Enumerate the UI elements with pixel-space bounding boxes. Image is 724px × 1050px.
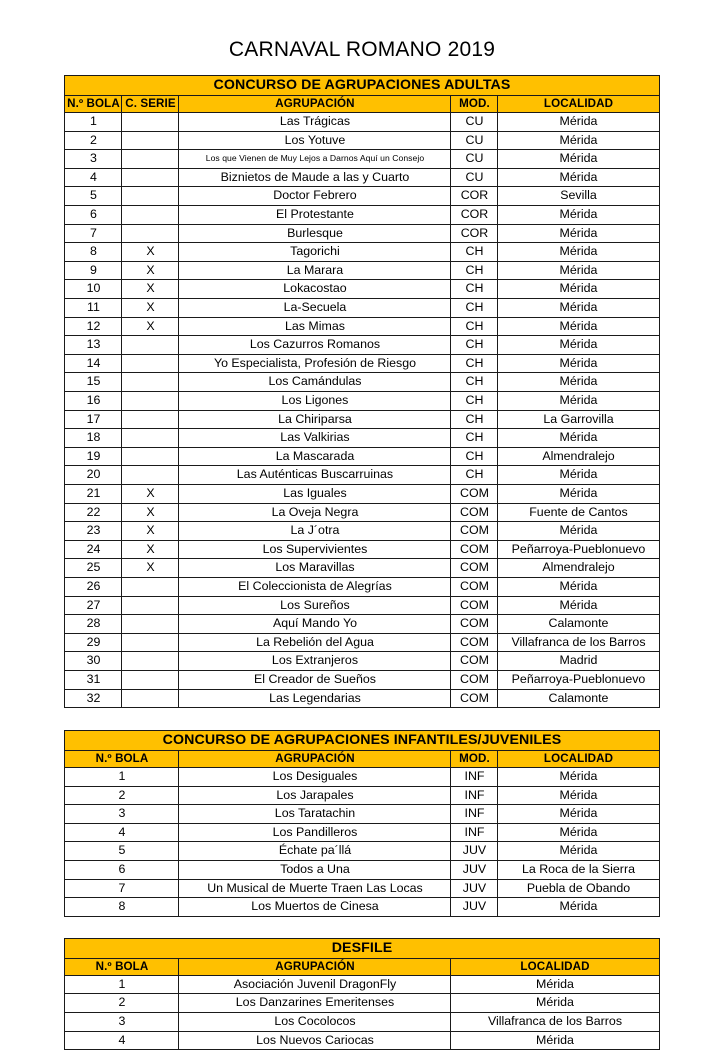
cell-localidad: Mérida (498, 577, 659, 596)
cell-serie (122, 466, 179, 485)
table-row (65, 336, 659, 355)
table-spacer (60, 708, 664, 730)
table-row (65, 652, 659, 671)
cell-bola: 19 (65, 447, 122, 466)
cell-bola: 6 (65, 206, 122, 225)
cell-bola: 28 (65, 615, 122, 634)
table-column-header-row (65, 751, 659, 768)
cell-mod: JUV (451, 898, 498, 917)
table-row (65, 559, 659, 578)
table-column-header-row (65, 958, 659, 975)
cell-serie (122, 113, 179, 132)
table-row (65, 994, 659, 1013)
table-row (65, 131, 659, 150)
cell-localidad: Mérida (498, 522, 659, 541)
table-row (65, 113, 659, 132)
cell-serie (122, 206, 179, 225)
cell-agrupacion: Échate pa´llá (179, 842, 451, 861)
cell-localidad: Mérida (498, 823, 659, 842)
cell-localidad: Villafranca de los Barros (451, 1013, 659, 1032)
table-row (65, 879, 659, 898)
table-row (65, 1031, 659, 1050)
cell-agrupacion: El Coleccionista de Alegrías (179, 577, 451, 596)
table-row (65, 299, 659, 318)
column-header-mod: MOD. (451, 751, 498, 768)
cell-localidad: Sevilla (498, 187, 659, 206)
cell-mod: CH (451, 373, 498, 392)
cell-mod: COM (451, 503, 498, 522)
cell-localidad: Calamonte (498, 689, 659, 708)
cell-mod: COM (451, 670, 498, 689)
cell-bola: 6 (65, 861, 179, 880)
cell-mod: JUV (451, 861, 498, 880)
column-header-localidad: LOCALIDAD (498, 96, 659, 113)
table-body (65, 975, 659, 1049)
table-row (65, 187, 659, 206)
table-row (65, 150, 659, 169)
cell-bola: 13 (65, 336, 122, 355)
cell-bola: 29 (65, 633, 122, 652)
cell-mod: COR (451, 206, 498, 225)
cell-serie: X (122, 522, 179, 541)
cell-mod: COM (451, 652, 498, 671)
cell-bola: 2 (65, 994, 179, 1013)
cell-mod: CH (451, 466, 498, 485)
cell-serie: X (122, 280, 179, 299)
cell-mod: CH (451, 317, 498, 336)
column-header-serie: C. SERIE (122, 96, 179, 113)
cell-bola: 4 (65, 1031, 179, 1050)
cell-bola: 7 (65, 879, 179, 898)
column-header-localidad: LOCALIDAD (451, 958, 659, 975)
cell-agrupacion: Los Muertos de Cinesa (179, 898, 451, 917)
cell-agrupacion: Biznietos de Maude a las y Cuarto (179, 168, 451, 187)
table-banner-title: DESFILE (65, 938, 659, 958)
cell-bola: 14 (65, 354, 122, 373)
table-body (65, 113, 659, 708)
cell-localidad: Calamonte (498, 615, 659, 634)
cell-mod: CU (451, 150, 498, 169)
cell-bola: 1 (65, 768, 179, 787)
cell-agrupacion: Los Danzarines Emeritenses (179, 994, 451, 1013)
cell-agrupacion: Doctor Febrero (179, 187, 451, 206)
cell-serie (122, 670, 179, 689)
cell-mod: CH (451, 336, 498, 355)
table-row (65, 823, 659, 842)
cell-mod: COM (451, 577, 498, 596)
table-row (65, 410, 659, 429)
cell-agrupacion: La Chiriparsa (179, 410, 451, 429)
table-banner-title: CONCURSO DE AGRUPACIONES INFANTILES/JUVENILES (65, 731, 659, 751)
cell-serie: X (122, 559, 179, 578)
cell-localidad: Villafranca de los Barros (498, 633, 659, 652)
cell-agrupacion: Los Extranjeros (179, 652, 451, 671)
cell-localidad: Mérida (498, 484, 659, 503)
table-row (65, 317, 659, 336)
table-row (65, 354, 659, 373)
table-row (65, 206, 659, 225)
cell-serie: X (122, 243, 179, 262)
column-header-bola: N.º BOLA (65, 96, 122, 113)
table-row (65, 689, 659, 708)
cell-serie (122, 187, 179, 206)
table-row (65, 466, 659, 485)
cell-localidad: Mérida (498, 336, 659, 355)
cell-localidad: Mérida (498, 768, 659, 787)
cell-agrupacion: Asociación Juvenil DragonFly (179, 975, 451, 994)
cell-mod: COM (451, 522, 498, 541)
cell-serie (122, 336, 179, 355)
cell-agrupacion: Los Cocolocos (179, 1013, 451, 1032)
table-row (65, 633, 659, 652)
table-row (65, 392, 659, 411)
cell-localidad: Mérida (498, 466, 659, 485)
cell-agrupacion: Los Pandilleros (179, 823, 451, 842)
cell-mod: COM (451, 615, 498, 634)
column-header-mod: MOD. (451, 96, 498, 113)
cell-serie (122, 652, 179, 671)
cell-localidad: Mérida (498, 392, 659, 411)
cell-bola: 21 (65, 484, 122, 503)
cell-bola: 4 (65, 168, 122, 187)
cell-bola: 5 (65, 187, 122, 206)
cell-agrupacion: Burlesque (179, 224, 451, 243)
column-header-bola: N.º BOLA (65, 751, 179, 768)
cell-mod: JUV (451, 842, 498, 861)
cell-agrupacion: Los Camándulas (179, 373, 451, 392)
cell-mod: INF (451, 786, 498, 805)
cell-agrupacion: Los Cazurros Romanos (179, 336, 451, 355)
column-header-agrupacion: AGRUPACIÓN (179, 96, 451, 113)
table-row (65, 484, 659, 503)
cell-bola: 23 (65, 522, 122, 541)
table-row (65, 447, 659, 466)
cell-agrupacion: Todos a Una (179, 861, 451, 880)
cell-localidad: Mérida (498, 317, 659, 336)
cell-bola: 17 (65, 410, 122, 429)
cell-localidad: Mérida (498, 131, 659, 150)
cell-bola: 24 (65, 540, 122, 559)
cell-localidad: Mérida (498, 168, 659, 187)
cell-mod: CU (451, 131, 498, 150)
cell-mod: CH (451, 354, 498, 373)
table-row (65, 596, 659, 615)
cell-mod: COR (451, 224, 498, 243)
cell-agrupacion: El Protestante (179, 206, 451, 225)
cell-localidad: Mérida (451, 975, 659, 994)
cell-serie: X (122, 503, 179, 522)
table-row (65, 615, 659, 634)
cell-agrupacion: Los que Vienen de Muy Lejos a Darnos Aquí un Consejo (179, 150, 451, 169)
cell-agrupacion: Yo Especialista, Profesión de Riesgo (179, 354, 451, 373)
table-row (65, 540, 659, 559)
cell-agrupacion: La Marara (179, 261, 451, 280)
cell-bola: 20 (65, 466, 122, 485)
cell-agrupacion: Las Auténticas Buscarruinas (179, 466, 451, 485)
cell-localidad: Mérida (498, 786, 659, 805)
table-body (65, 768, 659, 917)
cell-serie (122, 224, 179, 243)
cell-bola: 18 (65, 429, 122, 448)
table-row (65, 805, 659, 824)
table-row (65, 670, 659, 689)
cell-serie (122, 447, 179, 466)
cell-bola: 3 (65, 805, 179, 824)
table-row (65, 861, 659, 880)
cell-agrupacion: Los Nuevos Cariocas (179, 1031, 451, 1050)
table-row (65, 373, 659, 392)
cell-agrupacion: Las Mimas (179, 317, 451, 336)
cell-mod: JUV (451, 879, 498, 898)
table-desfile (64, 938, 659, 1050)
cell-agrupacion: El Creador de Sueños (179, 670, 451, 689)
cell-mod: CH (451, 392, 498, 411)
cell-serie (122, 168, 179, 187)
cell-mod: CH (451, 429, 498, 448)
table-row (65, 786, 659, 805)
cell-localidad: Peñarroya-Pueblonuevo (498, 540, 659, 559)
table-row (65, 1013, 659, 1032)
cell-serie (122, 689, 179, 708)
table-row (65, 168, 659, 187)
cell-mod: COM (451, 633, 498, 652)
cell-serie (122, 410, 179, 429)
cell-localidad: Fuente de Cantos (498, 503, 659, 522)
cell-bola: 30 (65, 652, 122, 671)
cell-serie (122, 429, 179, 448)
cell-localidad: Mérida (498, 354, 659, 373)
cell-localidad: Mérida (498, 596, 659, 615)
cell-localidad: La Roca de la Sierra (498, 861, 659, 880)
cell-agrupacion: Tagorichi (179, 243, 451, 262)
cell-serie: X (122, 317, 179, 336)
cell-mod: CU (451, 168, 498, 187)
table-agrupaciones-adultas (64, 75, 659, 708)
column-header-agrupacion: AGRUPACIÓN (179, 751, 451, 768)
cell-agrupacion: Los Ligones (179, 392, 451, 411)
table-spacer (60, 917, 664, 938)
cell-mod: CH (451, 447, 498, 466)
cell-agrupacion: Los Supervivientes (179, 540, 451, 559)
cell-serie: X (122, 484, 179, 503)
table-row (65, 280, 659, 299)
cell-serie (122, 392, 179, 411)
cell-agrupacion: Los Taratachin (179, 805, 451, 824)
cell-bola: 1 (65, 113, 122, 132)
cell-localidad: Mérida (498, 429, 659, 448)
table-row (65, 429, 659, 448)
cell-bola: 1 (65, 975, 179, 994)
cell-bola: 5 (65, 842, 179, 861)
cell-serie: X (122, 540, 179, 559)
cell-agrupacion: Las Valkirias (179, 429, 451, 448)
cell-serie (122, 633, 179, 652)
table-banner-row (65, 938, 659, 958)
cell-localidad: Mérida (498, 299, 659, 318)
cell-bola: 31 (65, 670, 122, 689)
cell-bola: 25 (65, 559, 122, 578)
cell-agrupacion: Los Yotuve (179, 131, 451, 150)
cell-agrupacion: Un Musical de Muerte Traen Las Locas (179, 879, 451, 898)
cell-mod: CH (451, 261, 498, 280)
cell-bola: 26 (65, 577, 122, 596)
cell-localidad: Mérida (498, 898, 659, 917)
cell-bola: 32 (65, 689, 122, 708)
table-column-header-row (65, 96, 659, 113)
cell-mod: CH (451, 299, 498, 318)
table-row (65, 261, 659, 280)
table-row (65, 975, 659, 994)
table-banner-row (65, 731, 659, 751)
cell-bola: 15 (65, 373, 122, 392)
cell-localidad: Mérida (451, 994, 659, 1013)
cell-serie (122, 131, 179, 150)
table-row (65, 243, 659, 262)
cell-localidad: Puebla de Obando (498, 879, 659, 898)
cell-agrupacion: Los Jarapales (179, 786, 451, 805)
cell-bola: 4 (65, 823, 179, 842)
cell-mod: CH (451, 410, 498, 429)
table-banner-row (65, 76, 659, 96)
cell-localidad: Mérida (498, 805, 659, 824)
cell-mod: CH (451, 280, 498, 299)
cell-serie (122, 150, 179, 169)
column-header-bola: N.º BOLA (65, 958, 179, 975)
cell-localidad: Mérida (498, 113, 659, 132)
table-row (65, 577, 659, 596)
column-header-localidad: LOCALIDAD (498, 751, 659, 768)
table-agrupaciones-infantiles-juveniles (64, 730, 659, 917)
cell-bola: 27 (65, 596, 122, 615)
cell-localidad: Peñarroya-Pueblonuevo (498, 670, 659, 689)
cell-bola: 10 (65, 280, 122, 299)
cell-mod: COM (451, 689, 498, 708)
cell-localidad: Mérida (498, 261, 659, 280)
cell-localidad: Mérida (498, 224, 659, 243)
cell-localidad: Mérida (498, 842, 659, 861)
cell-bola: 12 (65, 317, 122, 336)
cell-agrupacion: La J´otra (179, 522, 451, 541)
cell-localidad: Madrid (498, 652, 659, 671)
table-row (65, 768, 659, 787)
cell-mod: COM (451, 540, 498, 559)
cell-agrupacion: La Oveja Negra (179, 503, 451, 522)
cell-agrupacion: La-Secuela (179, 299, 451, 318)
cell-mod: INF (451, 768, 498, 787)
cell-bola: 8 (65, 243, 122, 262)
cell-bola: 2 (65, 786, 179, 805)
cell-localidad: La Garrovilla (498, 410, 659, 429)
cell-bola: 11 (65, 299, 122, 318)
cell-localidad: Almendralejo (498, 559, 659, 578)
cell-mod: COR (451, 187, 498, 206)
cell-agrupacion: Las Trágicas (179, 113, 451, 132)
cell-bola: 16 (65, 392, 122, 411)
cell-mod: COM (451, 559, 498, 578)
cell-bola: 3 (65, 150, 122, 169)
cell-agrupacion: Los Maravillas (179, 559, 451, 578)
cell-localidad: Mérida (498, 150, 659, 169)
cell-localidad: Mérida (498, 243, 659, 262)
cell-bola: 9 (65, 261, 122, 280)
cell-agrupacion: Los Sureños (179, 596, 451, 615)
cell-serie: X (122, 261, 179, 280)
cell-mod: CU (451, 113, 498, 132)
cell-agrupacion: Lokacostao (179, 280, 451, 299)
column-header-agrupacion: AGRUPACIÓN (179, 958, 451, 975)
cell-serie (122, 577, 179, 596)
cell-agrupacion: La Rebelión del Agua (179, 633, 451, 652)
cell-bola: 3 (65, 1013, 179, 1032)
cell-localidad: Almendralejo (498, 447, 659, 466)
cell-serie (122, 373, 179, 392)
cell-bola: 7 (65, 224, 122, 243)
cell-agrupacion: Los Desiguales (179, 768, 451, 787)
cell-agrupacion: Las Iguales (179, 484, 451, 503)
cell-mod: CH (451, 243, 498, 262)
cell-mod: INF (451, 823, 498, 842)
cell-agrupacion: La Mascarada (179, 447, 451, 466)
page-title: CARNAVAL ROMANO 2019 (228, 38, 496, 61)
cell-localidad: Mérida (498, 206, 659, 225)
cell-localidad: Mérida (498, 280, 659, 299)
cell-serie (122, 354, 179, 373)
cell-localidad: Mérida (498, 373, 659, 392)
cell-localidad: Mérida (451, 1031, 659, 1050)
cell-serie (122, 596, 179, 615)
cell-agrupacion: Las Legendarias (179, 689, 451, 708)
cell-serie: X (122, 299, 179, 318)
cell-mod: COM (451, 484, 498, 503)
table-row (65, 842, 659, 861)
table-row (65, 503, 659, 522)
cell-bola: 8 (65, 898, 179, 917)
cell-mod: INF (451, 805, 498, 824)
cell-mod: COM (451, 596, 498, 615)
table-row (65, 522, 659, 541)
cell-serie (122, 615, 179, 634)
cell-bola: 22 (65, 503, 122, 522)
cell-bola: 2 (65, 131, 122, 150)
table-banner-title: CONCURSO DE AGRUPACIONES ADULTAS (65, 76, 659, 96)
table-row (65, 224, 659, 243)
cell-agrupacion: Aquí Mando Yo (179, 615, 451, 634)
table-row (65, 898, 659, 917)
